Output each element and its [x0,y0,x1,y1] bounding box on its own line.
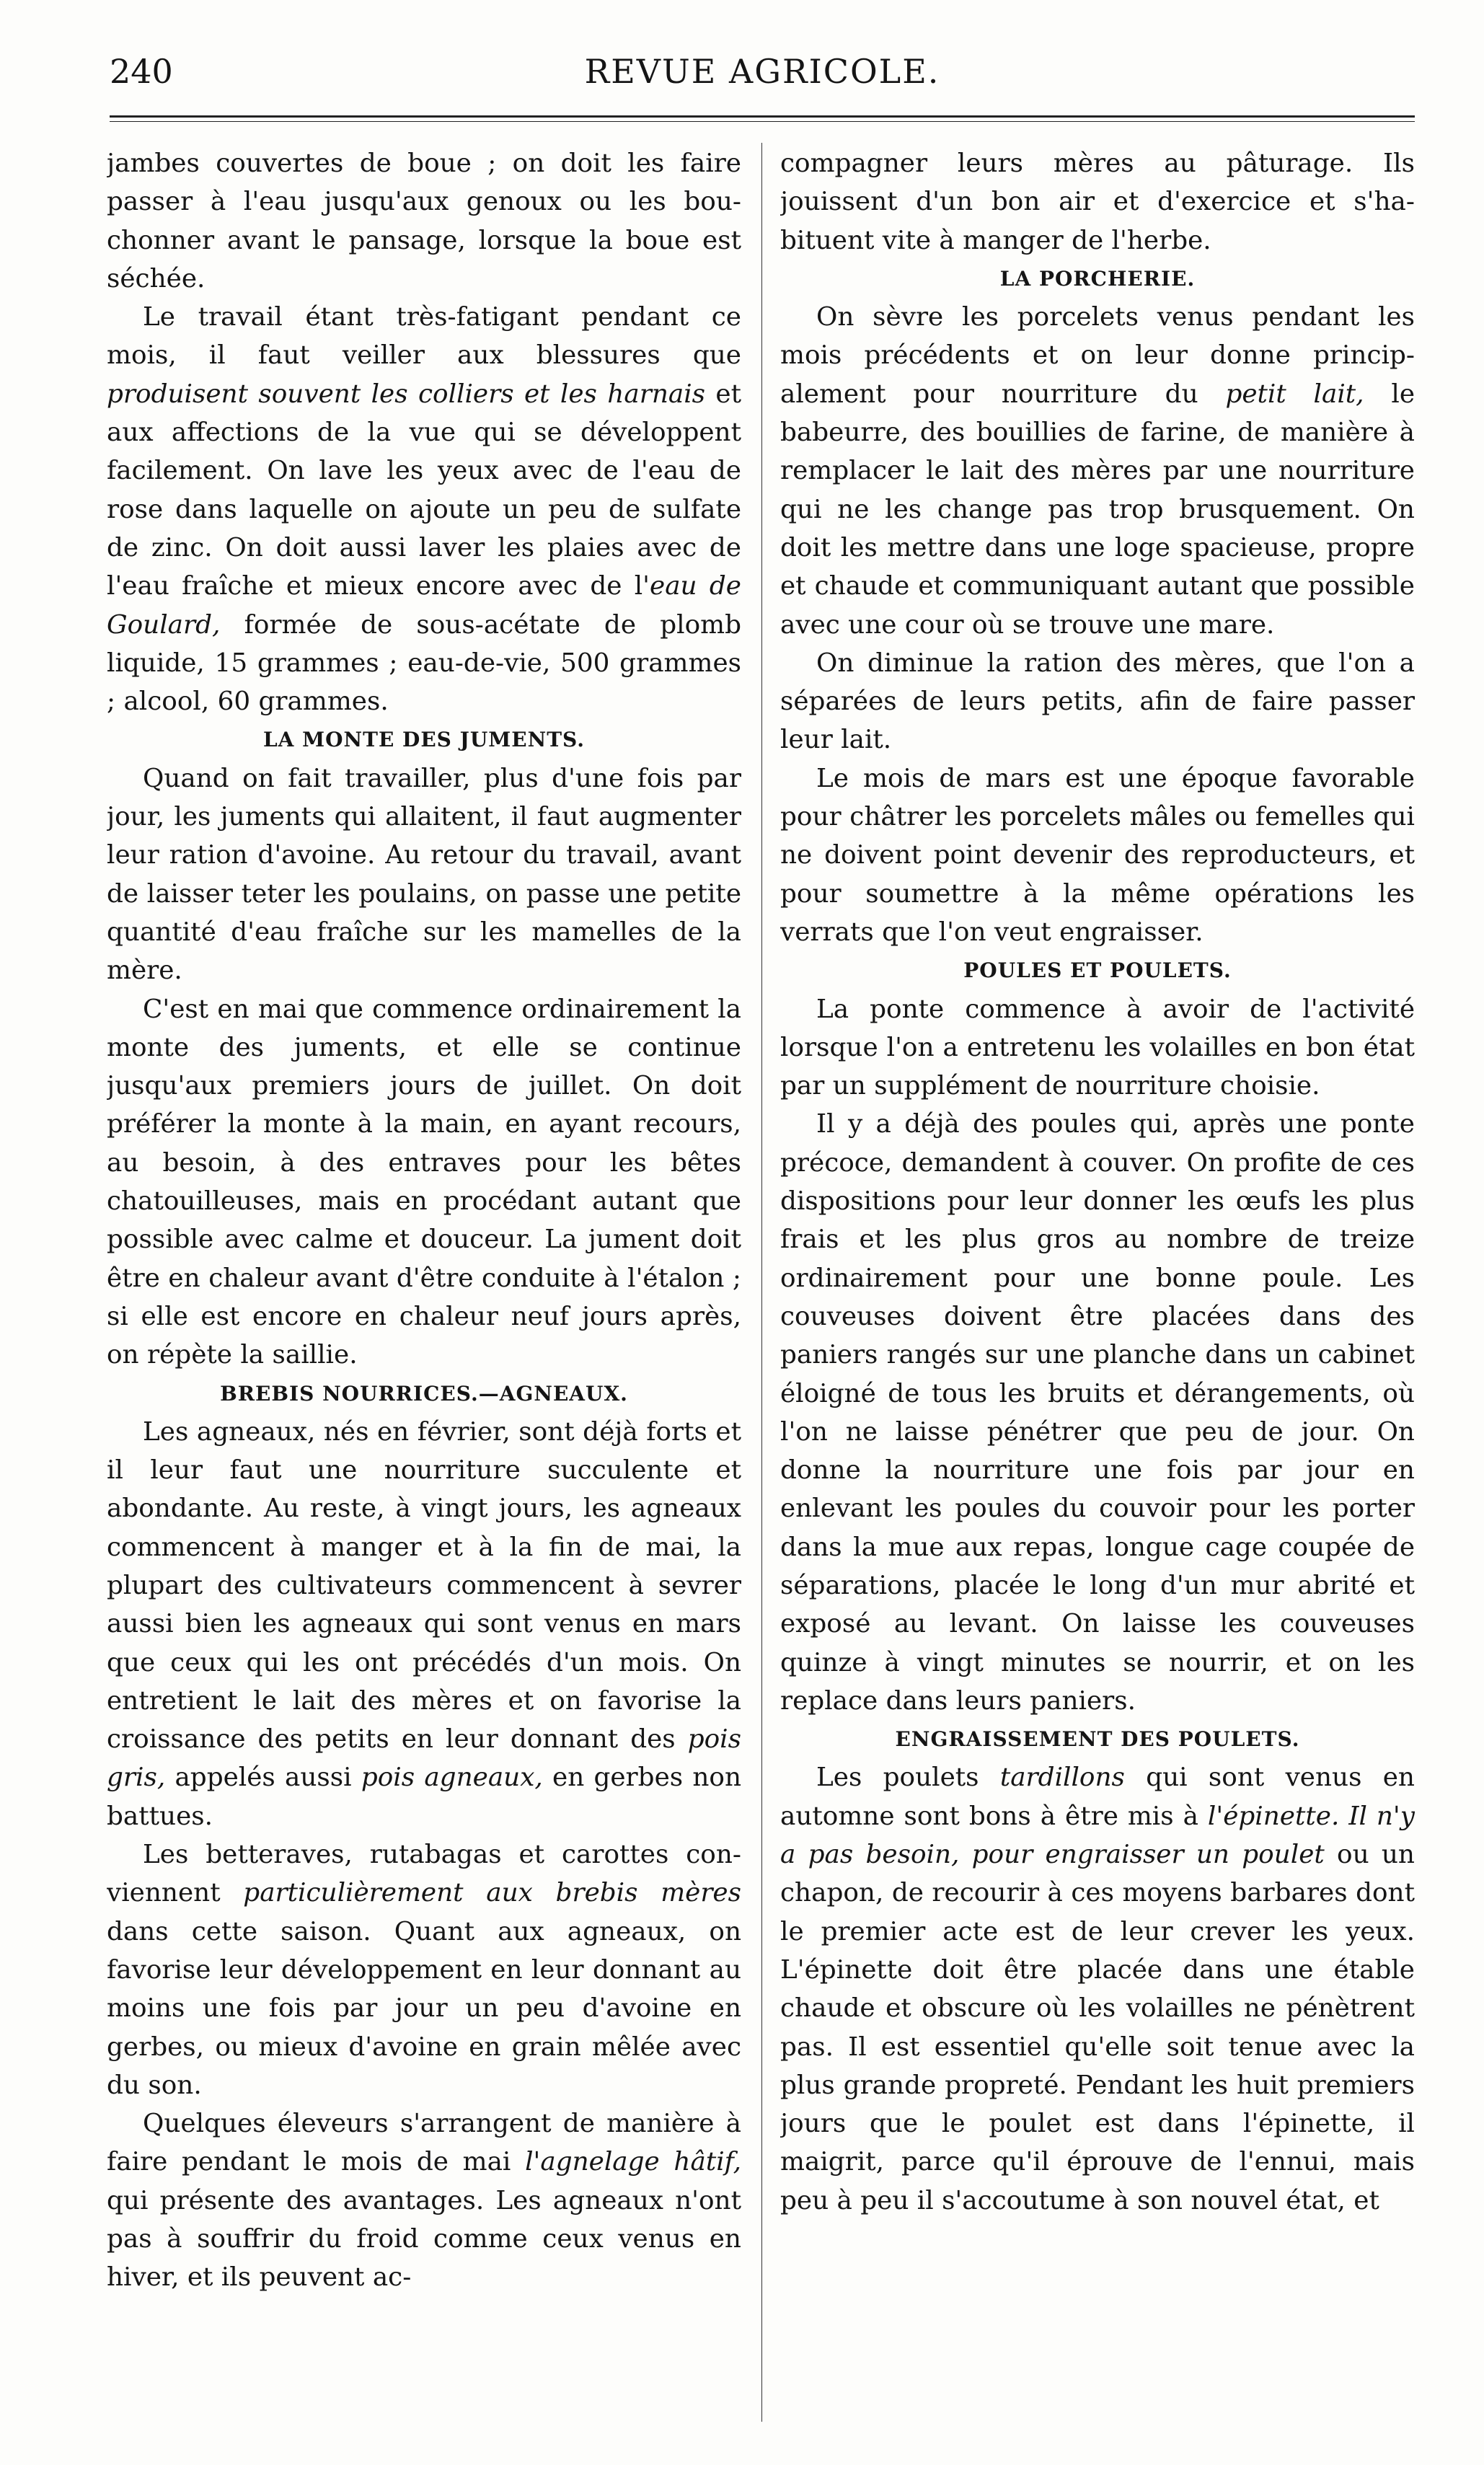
column-divider [761,143,762,2422]
text-run: le babeurre, des bouillies de farine, de manière à remplacer le lait des mères par une nourriture qui ne les change pas trop brusquement. On doit les mettre dans une loge spacieuse, propre et chaude et communiquant autant que possible avec une cour où se trouve une mare. [780,379,1415,640]
page-header [110,52,1415,102]
paragraph [107,2104,741,2296]
italic-text: tardillons [999,1763,1125,1793]
text-run: appelés aussi [165,1763,361,1793]
paragraph [780,298,1415,644]
section-heading: LA PORCHERIE. [999,266,1196,291]
paragraph [107,298,741,720]
text-run: qui sont venus en automne sont bons à être mis à [780,1763,1415,1831]
italic-text: Il n'y a pas besoin, pour engraisser un poulet [780,1801,1415,1870]
left-column [107,144,741,2423]
italic-text: petit lait, [1225,379,1364,409]
paragraph: jambes couvertes de boue ; on doit les faire passer à l'eau jusqu'aux genoux ou les bouchonner avant le pansage, lorsque la boue est séchée. [107,149,741,294]
paragraph [107,1835,741,2104]
paragraph: On diminue la ration des mères, que l'on a séparées de leurs petits, afin de faire passer leur lait. [780,648,1415,755]
page-number: 240 [110,52,173,91]
text-run: en gerbes non battues. [107,1763,741,1831]
text-run: et aux affections de la vue qui se développent facilement. On lave les yeux avec de l'eau de rose dans laquelle on ajoute un peu de sulfate de zinc. On doit aussi laver les plaies avec de l'eau fraîche et mieux encore avec de l' [107,379,741,601]
section-heading: ENGRAISSEMENT DES POULETS. [895,1727,1300,1752]
paragraph [107,1413,741,1835]
text-run: ou un chapon, de recourir à ces moyens barbares dont le premier acte est de leur crever les yeux. L'épinette doit être placée dans une étable chaude et obscure où les volailles ne pénètrent pas. Il est essentiel qu'elle soit tenue avec la plus grande propreté. Pendant les huit premiers jours que le poulet est dans l'épinette, il maigrit, parce qu'il éprouve de l'ennui, mais peu à peu il s'accoutume à son nouvel état, et [780,1840,1415,2215]
italic-text: l'agnelage hâtif, [525,2147,741,2177]
italic-text: eau de Goulard, [107,571,741,640]
text-run: formée de sous-acétate de plomb liquide, 15 grammes ; eau-de-vie, 500 grammes ; alcool, 60 grammes. [107,609,741,717]
header-rule [110,115,1415,122]
right-column [780,144,1415,2423]
paragraph: compagner leurs mères au pâturage. Ils jouissent d'un bon air et d'exercice et s'habituent vite à manger de l'herbe. [780,149,1415,255]
paragraph: Il y a déjà des poules qui, après une ponte précoce, demandent à couver. On profite de ces dispositions pour leur donner les œufs les plus frais et les plus gros au nombre de treize ordinairement pour une bonne poule. Les couveuses doivent être placées dans des paniers rangés sur une planche dans un cabinet éloigné de tous les bruits et dérangements, où l'on ne laisse pénétrer que peu de jour. On donne la nourriture une fois par jour en enlevant les poules du couvoir pour les porter dans la mue aux repas, longue cage coupée de séparations, placée le long d'un mur abrité et exposé au levant. On laisse les couveuses quinze à vingt minutes se nourrir, et on les replace dans leurs paniers. [780,1109,1415,1716]
paragraph: Quand on fait travailler, plus d'une fois par jour, les juments qui allaitent, il faut augmenter leur ration d'avoine. Au retour du travail, avant de laisser teter les poulains, on passe une petite quantité d'eau fraîche sur les mamelles de la mère. [107,763,741,986]
text-run [1339,1802,1348,1831]
text-run: Les agneaux, nés en février, sont déjà forts et il leur faut une nourriture succulente et abondante. Au reste, à vingt jours, les agneaux commencent à manger et à la fin de mai, la plupart des cultivateurs commencent à sevrer aussi bien les agneaux qui sont venus en mars que ceux qui les ont précédés d'un mois. On entretient le lait des mères et on favorise la croissance des petits en leur donnant des [107,1416,741,1755]
text-run: Le travail étant très-fatigant pendant ce mois, il faut veiller aux blessures que [107,302,741,371]
section-heading: POULES ET POULETS. [963,958,1232,983]
italic-text: pois agneaux, [361,1763,543,1793]
italic-text: pois gris, [107,1724,741,1793]
italic-text: produisent souvent les colliers et les harnais [107,379,706,409]
text-run: dans cette saison. Quant aux agneaux, on favorise leur développement en leur donnant au moins une fois par jour un peu d'avoine en gerbes, ou mieux d'avoine en grain mêlée avec du son. [107,1916,741,2100]
italic-text: particulièrement aux brebis mères [243,1878,741,1908]
text-run: Quelques éleveurs s'arrangent de manière à faire pendant le mois de mai [107,2109,741,2177]
text-run: Les poulets [816,1763,1000,1793]
running-title: REVUE AGRICOLE. [584,52,940,91]
paragraph [780,1758,1415,2220]
text-run: Les betteraves, rutabagas et carottes conviennent [107,1840,741,1908]
paragraph: Le mois de mars est une époque favorable pour châtrer les porcelets mâles ou femelles qui ne doivent point devenir des reproducteurs, et pour soumettre à la même opérations les verrats que l'on veut engraisser. [780,763,1415,947]
text-run: On sèvre les porcelets venus pendant les mois précédents et on leur donne principalement pour nourriture du [780,302,1415,409]
section-heading: BREBIS NOURRICES.—AGNEAUX. [220,1381,628,1406]
section-heading: LA MONTE DES JUMENTS. [262,728,586,752]
italic-text: l'épinette. [1207,1801,1340,1831]
text-run: qui présente des avantages. Les agneaux n'ont pas à souffrir du froid comme ceux venus en hiver, et ils peuvent ac- [107,2185,741,2293]
paragraph: C'est en mai que commence ordinairement la monte des juments, et elle se continue jusqu'aux premiers jours de juillet. On doit préférer la monte à la main, en ayant recours, au besoin, à des entraves pour les bêtes chatouilleuses, mais en procédant autant que possible avec calme et douceur. La jument doit être en chaleur avant d'être conduite à l'étalon ; si elle est encore en chaleur neuf jours après, on répète la saillie. [107,994,741,1370]
paragraph: La ponte commence à avoir de l'activité lorsque l'on a entretenu les volailles en bon état par un supplément de nourriture choisie. [780,994,1415,1101]
